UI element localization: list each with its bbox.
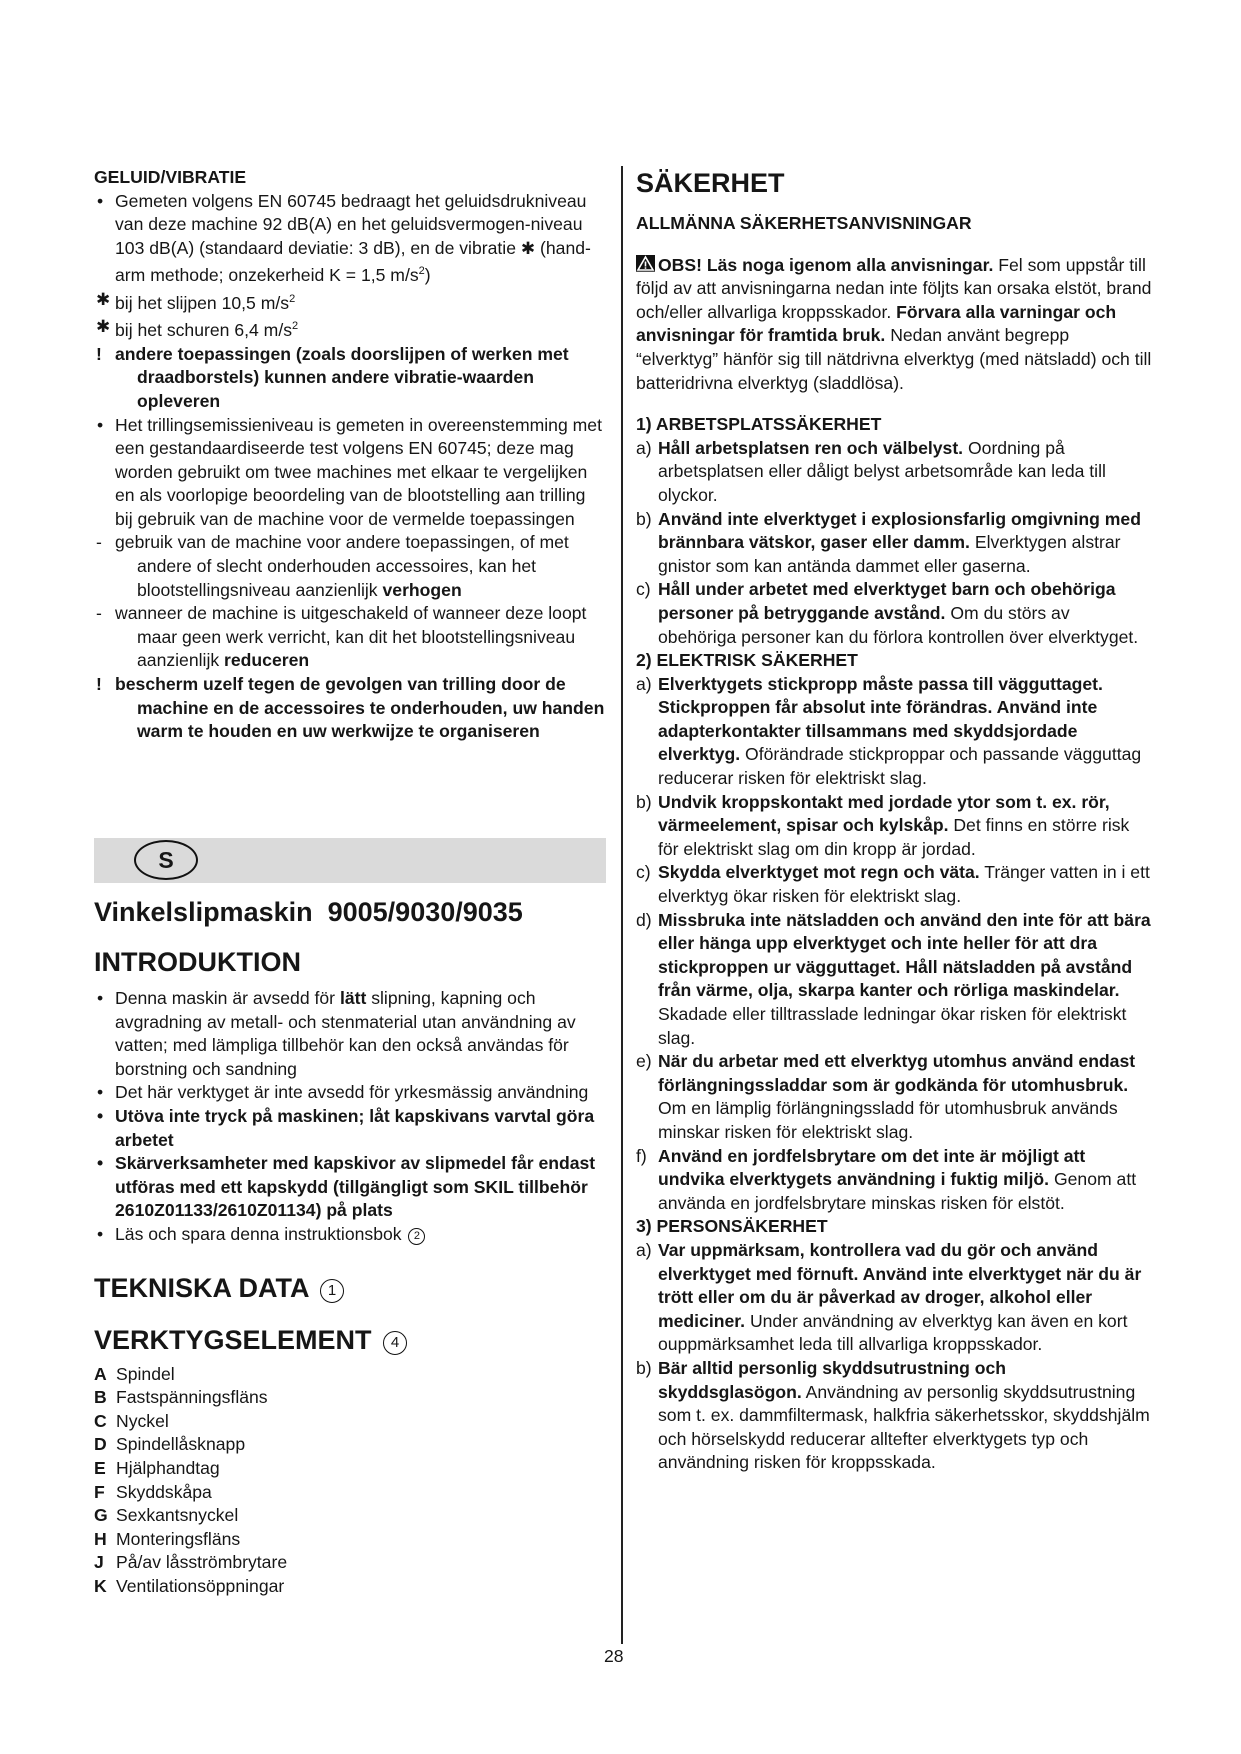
section-2-list <box>636 673 1152 1216</box>
parts-list <box>94 1363 606 1599</box>
part-item: B Fastspänningsfläns <box>94 1387 268 1408</box>
model-title: Vinkelslipmaskin 9005/9030/9035 <box>94 897 523 927</box>
intro-list <box>94 987 606 1247</box>
part-item: H Monteringsfläns <box>94 1528 241 1549</box>
warning-triangle-icon <box>636 255 655 272</box>
part-item: D Spindellåsknapp <box>94 1434 246 1455</box>
part-item: K Ventilationsöppningar <box>94 1575 285 1596</box>
dash-item-2: - wanneer de machine is uitgeschakeld of wanneer deze loopt maar geen werk verricht, kan dit het blootstellingsniveau aanzienlijk reduceren <box>96 603 587 671</box>
list-item: a) Var uppmärksam, kontrollera vad du gör och använd elverktyget med förnuft. Använd inte elverktyget när du är trött eller om du är påverkad av droger, alkohol eller mediciner. Under användning av elverktyg kan även en kort ouppmärksamhet leda till allvarliga kroppsskador. <box>636 1239 1142 1355</box>
figure-ref-badge: 2 <box>408 1228 425 1245</box>
list-item: b) Använd inte elverktyget i explosionsfarlig omgivning med brännbara vätskor, gaser eller damm. Elverktygen alstrar gnistor som kan antända dammet eller gaserna. <box>636 508 1141 576</box>
intro-bullet-3: • Utöva inte tryck på maskinen; låt kapskivans varvtal göra arbetet <box>97 1105 595 1150</box>
list-item: a) Elverktygets stickpropp måste passa till vägguttaget. Stickproppen får absolut inte förändras. Använd inte adapterkontakter tillsammans med skyddsjordade elverktyg. Oförändrade stickproppar och passande vägguttag reducerar risken för elektriskt slag. <box>636 673 1142 789</box>
figure-ref-badge: 4 <box>383 1331 407 1355</box>
asterisk-icon: ✱ <box>96 317 111 337</box>
section-2-heading: 2) ELEKTRISK SÄKERHET <box>636 650 858 671</box>
part-item: C Nyckel <box>94 1410 169 1431</box>
list-item: c) Håll under arbetet med elverktyget barn och obehöriga personer på betryggande avstånd. Om du störs av obehöriga personer kan du förlora kontrollen över elverktyget. <box>636 579 1139 647</box>
exclamation-item-1: ! andere toepassingen (zoals doorslijpen of werken met draadborstels) kunnen andere vibratie-waarden opleveren <box>96 343 569 411</box>
list-item: b) Bär alltid personlig skyddsutrustning och skyddsglasögon. Användning av personlig skyddsutrustning som t. ex. dammfiltermask, halkfria säkerhetsskor, skyddshjälm och hörselskydd reducerar alltefter elverktygets typ och användning risken för kroppsskada. <box>636 1357 1150 1473</box>
part-item: F Skyddskåpa <box>94 1481 212 1502</box>
figure-ref-badge: 1 <box>320 1279 344 1303</box>
language-code-badge: S <box>134 840 198 880</box>
obs-paragraph: OBS! Läs noga igenom alla anvisningar. Fel som uppstår till följd av att anvisningarna nedan inte följts kan orsaka elstöt, brand och/eller allvarliga kroppsskador. Förvara alla varningar och anvisningar för framtida bruk. Nedan använt begrepp “elverktyg” hänför sig till nätdrivna elverktyg (med nätsladd) och till batteridrivna elverktyg (sladdlösa). <box>636 254 1152 393</box>
part-item: A Spindel <box>94 1363 175 1384</box>
section-1-heading: 1) ARBETSPLATSSÄKERHET <box>636 414 882 435</box>
list-item: c) Skydda elverktyget mot regn och väta. Tränger vatten in i ett elverktyg ökar risken för elektriskt slag. <box>636 862 1150 907</box>
geluid-bullet-1: • Gemeten volgens EN 60745 bedraagt het geluidsdrukniveau van deze machine 92 dB(A) en het geluidsvermogen-niveau 103 dB(A) (standaard deviatie: 3 dB), en de vibratie ✱ (hand-arm methode; onzekerheid K = 1,5 $m/s^2$) <box>97 190 591 286</box>
page-number: 28 <box>604 1646 624 1666</box>
bullet-dot: • <box>97 190 104 211</box>
section-3-heading: 3) PERSONSÄKERHET <box>636 1216 828 1237</box>
tool-elements-heading: VERKTYGSELEMENT 4 <box>94 1323 606 1357</box>
dash-item-1: - gebruik van de machine voor andere toepassingen, of met andere of slecht onderhouden accessoires, kan het blootstellingsniveau aanzienlijk verhogen <box>96 532 569 600</box>
list-item: f) Använd en jordfelsbrytare om det inte är möjligt att undvika elverktygets användning i fuktig miljö. Genom att använda en jordfelsbrytare minskas risken för elstöt. <box>636 1145 1137 1213</box>
list-item: d) Missbruka inte nätsladden och använd den inte för att bära eller hänga upp elverktyget och inte heller för att dra stickproppen ur vägguttaget. Håll nätsladden på avstånd från värme, olja, skarpa kanter och rörliga maskindelar. Skadade eller tilltrasslade ledningar ökar risken för elektriskt slag. <box>636 909 1151 1048</box>
language-band <box>94 838 606 883</box>
tech-data-heading: TEKNISKA DATA 1 <box>94 1271 606 1305</box>
safety-title: SÄKERHET <box>636 168 785 198</box>
right-column <box>636 166 1152 1475</box>
geluid-bullet-2: • Het trillingsemissieniveau is gemeten in overeenstemming met een gestandaardiseerde test volgens EN 60745; deze mag worden gebruikt om twee machines met elkaar te vergelijken en als voorlopige beoordeling van de blootstelling aan trilling bij gebruik van de machine voor de vermelde toepassingen <box>97 414 602 529</box>
section-1-list <box>636 437 1152 649</box>
star-item-schuren: ✱ bij het schuren 6,4 $m/s^2$ <box>96 317 299 341</box>
column-divider <box>621 166 623 1644</box>
intro-bullet-5: • Läs och spara denna instruktionsbok 2 <box>94 1223 606 1247</box>
bullet-dot: • <box>97 414 104 435</box>
part-item: G Sexkantsnyckel <box>94 1505 239 1526</box>
section-3-list <box>636 1239 1152 1475</box>
star-item-slijpen: ✱ bij het slijpen 10,5 $m/s^2$ <box>96 289 296 313</box>
safety-subtitle: ALLMÄNNA SÄKERHETSANVISNINGAR <box>636 213 972 233</box>
asterisk-icon: ✱ <box>96 289 111 309</box>
intro-bullet-1: • Denna maskin är avsedd för lätt slipning, kapning och avgradning av metall- och stenmaterial utan användning av vatten; med lämpliga tillbehör kan den också användas för borstning och sandning <box>97 988 576 1079</box>
list-item: e) När du arbetar med ett elverktyg utomhus använd endast förlängningssladdar som är godkända för utomhusbruk. Om en lämplig förlängningssladd för utomhusbruk används minskar risken för elektriskt slag. <box>636 1051 1136 1142</box>
list-item: a) Håll arbetsplatsen ren och välbelyst. Oordning på arbetsplatsen eller dåligt belyst arbetsområde kan leda till olyckor. <box>636 437 1106 505</box>
intro-bullet-4: • Skärverksamheter med kapskivor av slipmedel får endast utföras med ett kapskydd (tillgängligt som SKIL tillbehör 2610Z01133/2610Z01134) på plats <box>97 1153 596 1221</box>
exclamation-icon: ! <box>96 674 102 695</box>
left-column-bottom <box>94 895 606 1598</box>
exclamation-item-2: ! bescherm uzelf tegen de gevolgen van trilling door de machine en de accessoires te onderhouden, uw handen warm te houden en uw werkwijze te organiseren <box>96 674 605 742</box>
left-column-top <box>94 166 606 744</box>
intro-heading: INTRODUKTION <box>94 947 301 977</box>
part-item: J På/av låsströmbrytare <box>94 1552 288 1573</box>
list-item: b) Undvik kroppskontakt med jordade ytor som t. ex. rör, värmeelement, spisar och kylskåp. Det finns en större risk för elektriskt slag om din kropp är jordad. <box>636 791 1130 859</box>
part-item: E Hjälphandtag <box>94 1457 220 1478</box>
exclamation-icon: ! <box>96 343 102 364</box>
intro-bullet-2: • Det här verktyget är inte avsedd för yrkesmässig användning <box>97 1082 589 1103</box>
asterisk-icon: ✱ <box>520 238 536 258</box>
geluid-heading: GELUID/VIBRATIE <box>94 167 247 187</box>
